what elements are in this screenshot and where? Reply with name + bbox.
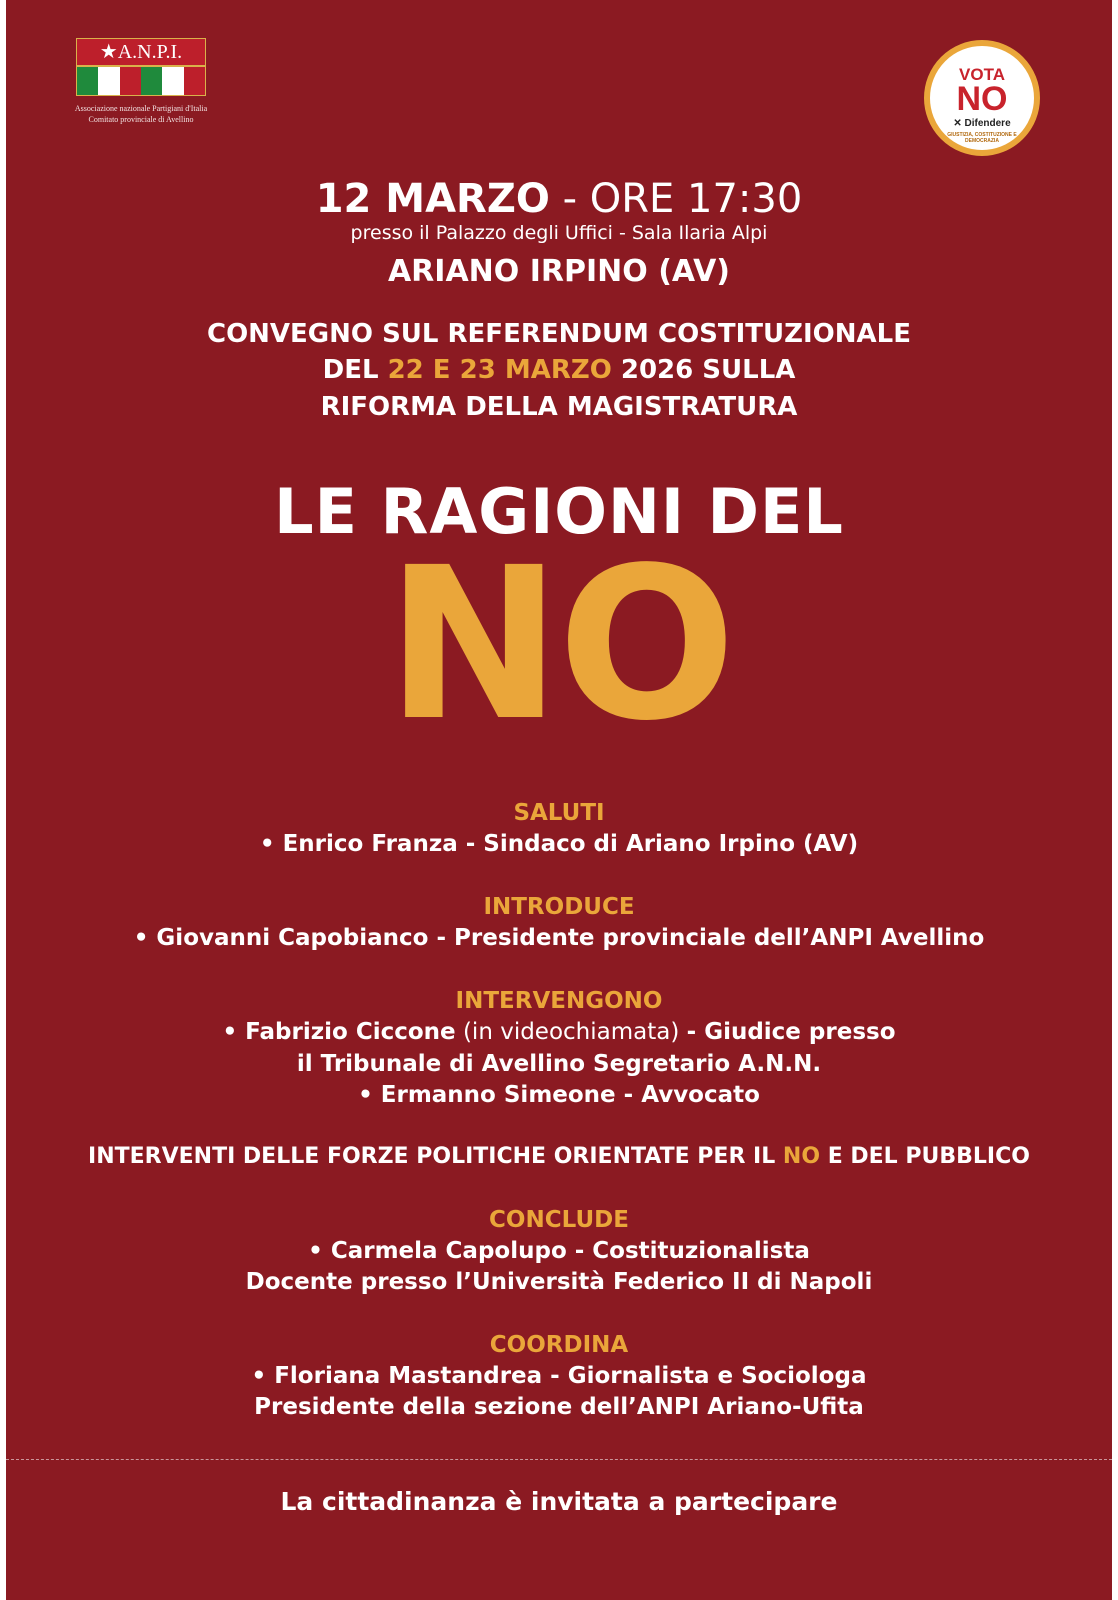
anpi-subtitle <box>56 103 226 125</box>
convegno-line2-c: 2026 SULLA <box>611 355 796 385</box>
badge-difendere: ✕ Difendere <box>953 118 1011 129</box>
footer-divider <box>6 1459 1112 1460</box>
intervengono-line1 <box>6 1016 1112 1048</box>
coordina-line1: • Floriana Mastandrea - Giornalista e Sociologa <box>251 1363 867 1389</box>
convegno-line1: CONVEGNO SUL REFERENDUM COSTITUZIONALE <box>206 319 911 349</box>
interventi-c: E DEL PUBBLICO <box>820 1144 1030 1169</box>
headline-no: NO <box>385 522 733 767</box>
interventi-a: INTERVENTI DELLE FORZE POLITICHE ORIENTATE PER IL <box>88 1144 783 1169</box>
event-time: - ORE 17:30 <box>562 176 803 222</box>
intervengono-note: (in videochiamata) <box>455 1019 687 1045</box>
intervengono-label: INTERVENGONO <box>455 988 663 1014</box>
introduce-label: INTRODUCE <box>483 894 635 920</box>
anpi-logo-text: ★A.N.P.I. <box>76 38 206 66</box>
intervengono-line2: il Tribunale di Avellino Segretario A.N.N. <box>296 1051 822 1077</box>
headline-line1: LE RAGIONI DEL <box>274 475 844 548</box>
saluti-line: • Enrico Franza - Sindaco di Ariano Irpino (AV) <box>259 831 859 857</box>
badge-no: NO <box>956 80 1008 118</box>
anpi-subtitle-line2: Comitato provinciale di Avellino <box>88 115 194 124</box>
interventi-no: NO <box>782 1144 821 1169</box>
conclude-label: CONCLUDE <box>489 1207 629 1233</box>
saluti-label: SALUTI <box>513 800 605 826</box>
intervengono-line3: • Ermanno Simeone - Avvocato <box>358 1082 760 1108</box>
conclude-line1: • Carmela Capolupo - Costituzionalista <box>308 1238 810 1264</box>
event-date: 12 MARZO <box>315 176 550 222</box>
badge-motto: GIUSTIZIA, COSTITUZIONE E DEMOCRAZIA <box>947 132 1017 144</box>
convegno-line2 <box>6 352 1112 388</box>
event-poster <box>6 0 1112 1600</box>
italian-flag-icon <box>76 66 206 96</box>
vota-no-badge <box>924 40 1040 156</box>
convegno-dates: 22 E 23 MARZO <box>387 355 612 385</box>
intervengono-role1: - Giudice presso <box>686 1019 896 1045</box>
intervengono-name1: • Fabrizio Ciccone <box>222 1019 456 1045</box>
footer-invite: La cittadinanza è invitata a partecipare <box>280 1487 838 1516</box>
anpi-subtitle-line1: Associazione nazionale Partigiani d'Italia <box>74 104 208 113</box>
badge-vota: VOTA <box>959 65 1005 84</box>
introduce-line: • Giovanni Capobianco - Presidente provinciale dell’ANPI Avellino <box>133 925 985 951</box>
event-venue: presso il Palazzo degli Uffici - Sala Ilaria Alpi <box>350 222 768 244</box>
coordina-label: COORDINA <box>489 1332 629 1358</box>
event-city: ARIANO IRPINO (AV) <box>387 254 731 289</box>
anpi-logo <box>76 38 206 98</box>
coordina-line2: Presidente della sezione dell’ANPI Ariano-Ufita <box>254 1394 864 1420</box>
event-datetime <box>6 175 1112 223</box>
interventi-line <box>6 1141 1112 1173</box>
convegno-line2-a: DEL <box>322 355 388 385</box>
convegno-line3: RIFORMA DELLA MAGISTRATURA <box>320 392 798 422</box>
conclude-line2: Docente presso l’Università Federico II di Napoli <box>245 1269 873 1295</box>
